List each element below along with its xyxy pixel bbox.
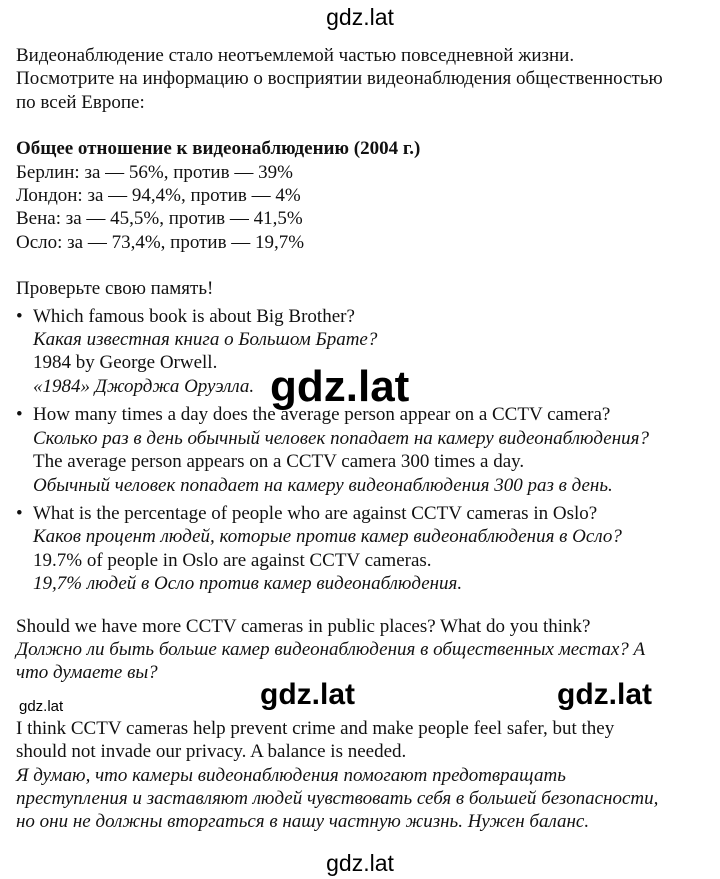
discussion-question-ru: что думаете вы? <box>16 662 158 684</box>
question-en: What is the percentage of people who are against CCTV cameras in Oslo? <box>33 502 598 524</box>
bullet: • <box>16 502 23 524</box>
question-ru: Каков процент людей, которые против камер видеонаблюдения в Осло? <box>33 526 622 548</box>
stats-row: Берлин: за — 56%, против — 39% <box>16 161 293 183</box>
question-list <box>16 305 706 596</box>
answer-en: The average person appears on a CCTV camera 300 times a day. <box>33 451 525 473</box>
watermark-bottom: gdz.lat <box>326 850 394 876</box>
stats-row: Вена: за — 45,5%, против — 41,5% <box>16 208 303 230</box>
question-item <box>16 502 706 596</box>
question-en: How many times a day does the average person appear on a CCTV camera? <box>33 404 611 426</box>
discussion-answer-ru: но они не должны вторгаться в нашу частную жизнь. Нужен баланс. <box>16 811 590 833</box>
watermark-medium: gdz.lat <box>557 678 652 711</box>
document-body <box>16 44 706 834</box>
answer-ru: Обычный человек попадает на камеру видеонаблюдения 300 раз в день. <box>33 474 613 496</box>
discussion-answer-ru: преступления и заставляют людей чувствовать себя в большей безопасности, <box>16 787 659 809</box>
discussion-answer-ru: Я думаю, что камеры видеонаблюдения помогают предотвращать <box>16 764 566 786</box>
question-item <box>16 403 706 497</box>
discussion-answer-en: should not invade our privacy. A balance is needed. <box>16 741 407 763</box>
watermark-large: gdz.lat <box>270 362 410 411</box>
watermark-small: gdz.lat <box>19 698 64 715</box>
bullet: • <box>16 305 23 327</box>
memory-heading: Проверьте свою память! <box>16 278 214 300</box>
watermark-medium: gdz.lat <box>260 678 355 711</box>
question-ru: Сколько раз в день обычный человек попадает на камеру видеонаблюдения? <box>33 427 649 449</box>
bullet: • <box>16 404 23 426</box>
discussion-question-en: Should we have more CCTV cameras in public places? What do you think? <box>16 615 591 637</box>
answer-ru: «1984» Джорджа Оруэлла. <box>33 375 255 397</box>
intro-line: Посмотрите на информацию о восприятии видеонаблюдения общественностью <box>16 68 663 90</box>
question-en: Which famous book is about Big Brother? <box>33 305 355 327</box>
answer-en: 19.7% of people in Oslo are against CCTV cameras. <box>33 549 432 571</box>
question-ru: Какая известная книга о Большом Брате? <box>33 329 378 351</box>
stats-title: Общее отношение к видеонаблюдению (2004 г.) <box>16 138 421 160</box>
answer-ru: 19,7% людей в Осло против камер видеонаблюдения. <box>33 573 463 595</box>
intro-line: Видеонаблюдение стало неотъемлемой частью повседневной жизни. <box>16 45 575 66</box>
discussion-answer-en: I think CCTV cameras help prevent crime and make people feel safer, but they <box>16 717 615 739</box>
discussion-question-ru: Должно ли быть больше камер видеонаблюдения в общественных местах? А <box>16 638 646 660</box>
answer-en: 1984 by George Orwell. <box>33 352 218 374</box>
stats-row: Лондон: за — 94,4%, против — 4% <box>16 185 301 207</box>
intro-line: по всей Европе: <box>16 91 145 113</box>
watermark-top: gdz.lat <box>326 4 394 30</box>
stats-row: Осло: за — 73,4%, против — 19,7% <box>16 231 305 253</box>
